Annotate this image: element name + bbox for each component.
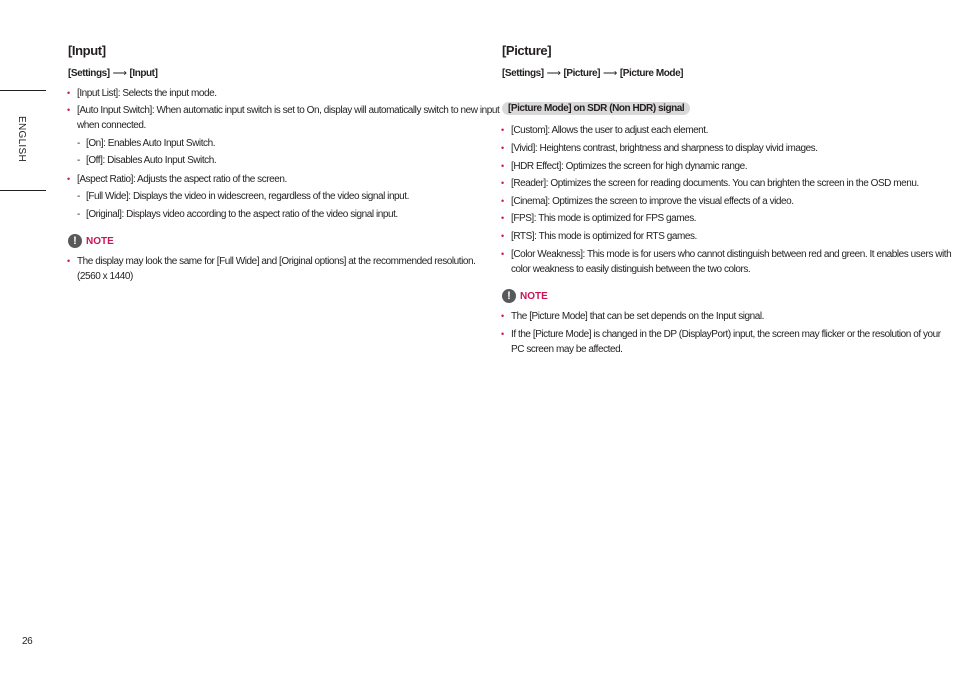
crumb-item: [Settings] [68, 68, 110, 79]
sub-item: - [Original]: Displays video according to the aspect ratio of the video signal input. [77, 209, 398, 220]
note-heading: ! NOTE [68, 234, 114, 248]
list-item: • [Custom]: Allows the user to adjust each element. [501, 125, 708, 136]
sub-item: - [Off]: Disables Auto Input Switch. [77, 155, 217, 166]
language-label: ENGLISH [16, 116, 27, 163]
page-number: 26 [22, 636, 33, 647]
breadcrumb: [Settings] ⟶ [Picture] ⟶ [Picture Mode] [502, 68, 684, 79]
list-item: • [RTS]: This mode is optimized for RTS games. [501, 231, 697, 242]
note-heading: ! NOTE [502, 289, 548, 303]
warning-icon: ! [502, 289, 516, 303]
section-title-input: [Input] [68, 43, 106, 58]
sub-item: - [On]: Enables Auto Input Switch. [77, 138, 216, 149]
divider [0, 90, 46, 91]
arrow-icon: ⟶ [546, 68, 561, 79]
arrow-icon: ⟶ [112, 68, 127, 79]
subsection-label: [Picture Mode] on SDR (Non HDR) signal [502, 102, 690, 115]
list-item: • [Vivid]: Heightens contrast, brightness and sharpness to display vivid images. [501, 143, 818, 154]
note-item: • The display may look the same for [Full Wide] and [Original options] at the recommended resolution. (2560 x 1440) [67, 256, 476, 282]
note-item: • The [Picture Mode] that can be set depends on the Input signal. [501, 311, 764, 322]
list-item: • [HDR Effect]: Optimizes the screen for high dynamic range. [501, 161, 748, 172]
sub-item: - [Full Wide]: Displays the video in widescreen, regardless of the video signal input. [77, 191, 409, 202]
arrow-icon: ⟶ [603, 68, 617, 79]
divider [0, 190, 46, 191]
section-title-picture: [Picture] [502, 43, 552, 58]
warning-icon: ! [68, 234, 82, 248]
list-item: • [Cinema]: Optimizes the screen to improve the visual effects of a video. [501, 196, 794, 207]
list-item: • [FPS]: This mode is optimized for FPS games. [501, 213, 697, 224]
list-item: • [Auto Input Switch]: When automatic input switch is set to On, display will automatically switch to new input when connected. [67, 105, 500, 131]
list-item: • [Reader]: Optimizes the screen for reading documents. You can brighten the screen in the OSD menu. [501, 178, 919, 189]
note-item: • If the [Picture Mode] is changed in the DP (DisplayPort) input, the screen may flicker or the resolution of your PC screen may be affected. [501, 329, 941, 355]
crumb-item: [Input] [129, 68, 158, 79]
list-item: • [Aspect Ratio]: Adjusts the aspect ratio of the screen. [67, 174, 287, 185]
list-item: • [Color Weakness]: This mode is for users who cannot distinguish between red and green. It enables users with color weakness to easily distinguish between the two colors. [501, 249, 952, 275]
breadcrumb [68, 68, 157, 79]
list-item: • [Input List]: Selects the input mode. [67, 88, 217, 99]
